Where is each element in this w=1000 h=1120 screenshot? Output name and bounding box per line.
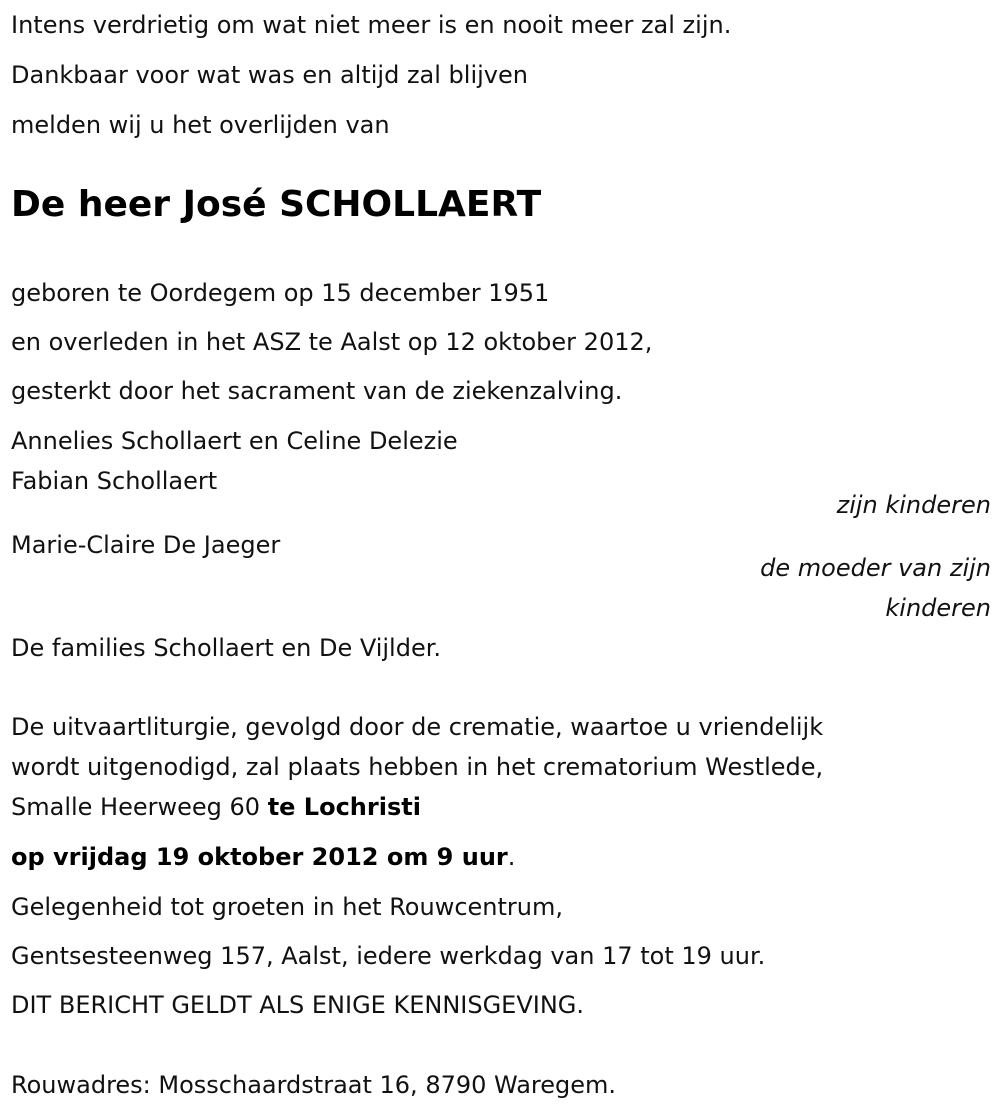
mother-role-line-1: de moeder van zijn (760, 554, 991, 582)
ceremony-line-2: wordt uitgenodigd, zal plaats hebben in het crematorium Westlede, (11, 753, 824, 781)
intro-line-1: Intens verdrietig om wat niet meer is en nooit meer zal zijn. (11, 11, 732, 39)
children-names-2: Fabian Schollaert (11, 467, 218, 495)
deceased-name-heading: De heer José SCHOLLAERT (11, 184, 542, 225)
ceremony-location: te Lochristi (267, 793, 421, 821)
ceremony-line-1: De uitvaartliturgie, gevolgd door de crematie, waartoe u vriendelijk (11, 713, 824, 741)
sole-notice: DIT BERICHT GELDT ALS ENIGE KENNISGEVING. (11, 991, 585, 1019)
children-names-1: Annelies Schollaert en Celine Delezie (11, 427, 458, 455)
visitation-line-2: Gentsesteenweg 157, Aalst, iedere werkdag van 17 tot 19 uur. (11, 942, 766, 970)
birth-details: geboren te Oordegem op 15 december 1951 (11, 279, 550, 307)
mourning-address: Rouwadres: Mosschaardstraat 16, 8790 Waregem. (11, 1071, 617, 1099)
intro-line-3: melden wij u het overlijden van (11, 111, 390, 139)
ceremony-date-suffix: . (507, 843, 516, 871)
ceremony-address: Smalle Heerweeg 60 (11, 793, 268, 821)
mother-name: Marie-Claire De Jaeger (11, 531, 281, 559)
mother-role-line-2: kinderen (885, 594, 991, 622)
ceremony-line-3 (11, 792, 421, 822)
ceremony-date: op vrijdag 19 oktober 2012 om 9 uur (11, 843, 508, 871)
death-details: en overleden in het ASZ te Aalst op 12 oktober 2012, (11, 328, 653, 356)
families-line: De families Schollaert en De Vijlder. (11, 634, 442, 662)
intro-line-2: Dankbaar voor wat was en altijd zal blijven (11, 61, 528, 89)
sacrament-details: gesterkt door het sacrament van de ziekenzalving. (11, 377, 623, 405)
visitation-line-1: Gelegenheid tot groeten in het Rouwcentrum, (11, 893, 563, 921)
children-role: zijn kinderen (836, 491, 991, 519)
ceremony-date-line (11, 842, 515, 872)
